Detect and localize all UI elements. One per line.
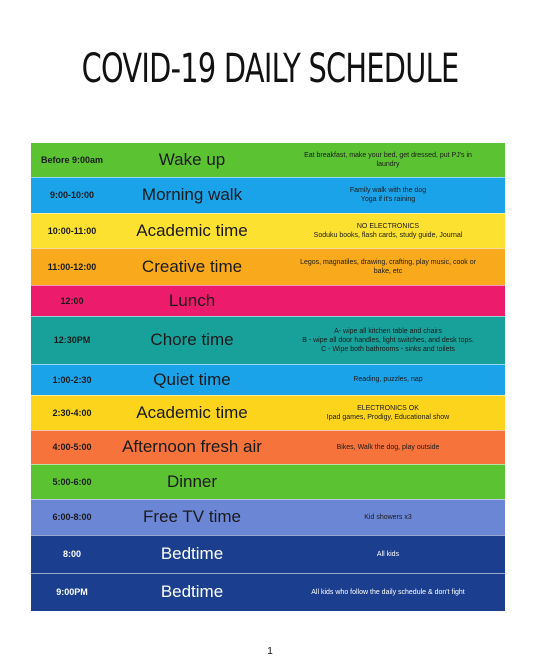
schedule-row bbox=[31, 395, 505, 430]
page-title: COVID-19 DAILY SCHEDULE bbox=[81, 46, 459, 92]
note-line: Kid showers x3 bbox=[364, 513, 412, 521]
notes-cell bbox=[271, 535, 505, 573]
page-number: 1 bbox=[267, 646, 273, 657]
notes-cell bbox=[271, 285, 505, 316]
schedule-row bbox=[31, 573, 505, 611]
notes-cell bbox=[271, 499, 505, 535]
activity-cell: Academic time bbox=[136, 402, 248, 422]
activity-cell: Academic time bbox=[136, 220, 248, 240]
note-line: Legos, magnatiles, drawing, crafting, play music, cook or bbox=[300, 258, 476, 266]
schedule-row bbox=[31, 499, 505, 535]
time-cell: 5:00-6:00 bbox=[52, 476, 92, 487]
schedule-row bbox=[31, 364, 505, 395]
time-cell: 12:30PM bbox=[53, 335, 91, 345]
note-line: bake, etc bbox=[373, 267, 403, 275]
note-line: B - wipe all door handles, light switches, and desk tops. bbox=[302, 336, 474, 344]
note-line: laundry bbox=[376, 160, 400, 168]
note-line: Ipad games, Prodigy, Educational show bbox=[326, 413, 450, 421]
note-line: Family walk with the dog bbox=[349, 187, 427, 194]
note-line: ELECTRONICS OK bbox=[357, 404, 419, 412]
activity-cell: Free TV time bbox=[143, 507, 241, 526]
time-cell: 2:30-4:00 bbox=[52, 407, 92, 418]
notes-cell bbox=[271, 316, 505, 364]
time-cell: 12:00 bbox=[60, 295, 84, 306]
activity-cell: Quiet time bbox=[153, 369, 231, 389]
note-line: Eat breakfast, make your bed, get dressed, put PJ's in bbox=[304, 151, 472, 159]
note-line: All kids who follow the daily schedule & don't fight bbox=[311, 588, 465, 596]
notes-cell bbox=[271, 364, 505, 395]
activity-cell: Bedtime bbox=[160, 582, 224, 602]
note-line: A- wipe all kitchen table and chairs bbox=[334, 327, 442, 335]
note-line: Bikes, Walk the dog, play outside bbox=[336, 443, 440, 451]
notes-cell bbox=[271, 248, 505, 285]
time-cell: 1:00-2:30 bbox=[52, 374, 92, 385]
schedule-row bbox=[31, 316, 505, 364]
time-cell: 9:00-10:00 bbox=[49, 190, 95, 200]
note-line: Reading, puzzles, nap bbox=[353, 376, 423, 383]
activity-cell: Dinner bbox=[166, 471, 218, 491]
schedule-row bbox=[31, 213, 505, 248]
schedule-table bbox=[31, 143, 505, 611]
activity-cell: Morning walk bbox=[141, 185, 243, 204]
time-cell: 8:00 bbox=[62, 549, 81, 559]
notes-cell bbox=[271, 177, 505, 213]
activity-cell: Afternoon fresh air bbox=[122, 437, 262, 456]
notes-cell bbox=[271, 395, 505, 430]
note-line: Soduku books, flash cards, study guide, Journal bbox=[313, 231, 463, 239]
time-cell: 9:00PM bbox=[56, 587, 88, 598]
schedule-row bbox=[31, 430, 505, 464]
schedule-row bbox=[31, 464, 505, 499]
activity-cell: Bedtime bbox=[160, 544, 224, 563]
activity-cell: Creative time bbox=[141, 256, 243, 276]
note-line: C - Wipe both bathrooms - sinks and toilets bbox=[321, 345, 455, 353]
time-cell: 10:00-11:00 bbox=[47, 225, 97, 236]
notes-cell bbox=[271, 213, 505, 248]
notes-cell bbox=[271, 430, 505, 464]
time-cell: 4:00-5:00 bbox=[52, 442, 92, 452]
notes-cell bbox=[271, 143, 505, 177]
notes-cell bbox=[271, 573, 505, 611]
time-cell: 11:00-12:00 bbox=[47, 261, 97, 272]
schedule-row bbox=[31, 535, 505, 573]
activity-cell: Chore time bbox=[150, 330, 234, 349]
note-line: NO ELECTRONICS bbox=[356, 222, 420, 230]
activity-cell: Wake up bbox=[158, 149, 226, 169]
schedule-row bbox=[31, 143, 505, 177]
note-line: All kids bbox=[376, 550, 400, 558]
time-cell: Before 9:00am bbox=[40, 154, 104, 165]
time-cell: 6:00-8:00 bbox=[52, 512, 92, 522]
schedule-row bbox=[31, 285, 505, 316]
schedule-row bbox=[31, 248, 505, 285]
activity-cell: Lunch bbox=[168, 290, 216, 310]
notes-cell bbox=[271, 464, 505, 499]
schedule-row bbox=[31, 177, 505, 213]
note-line: Yoga if it's raining bbox=[360, 196, 416, 203]
